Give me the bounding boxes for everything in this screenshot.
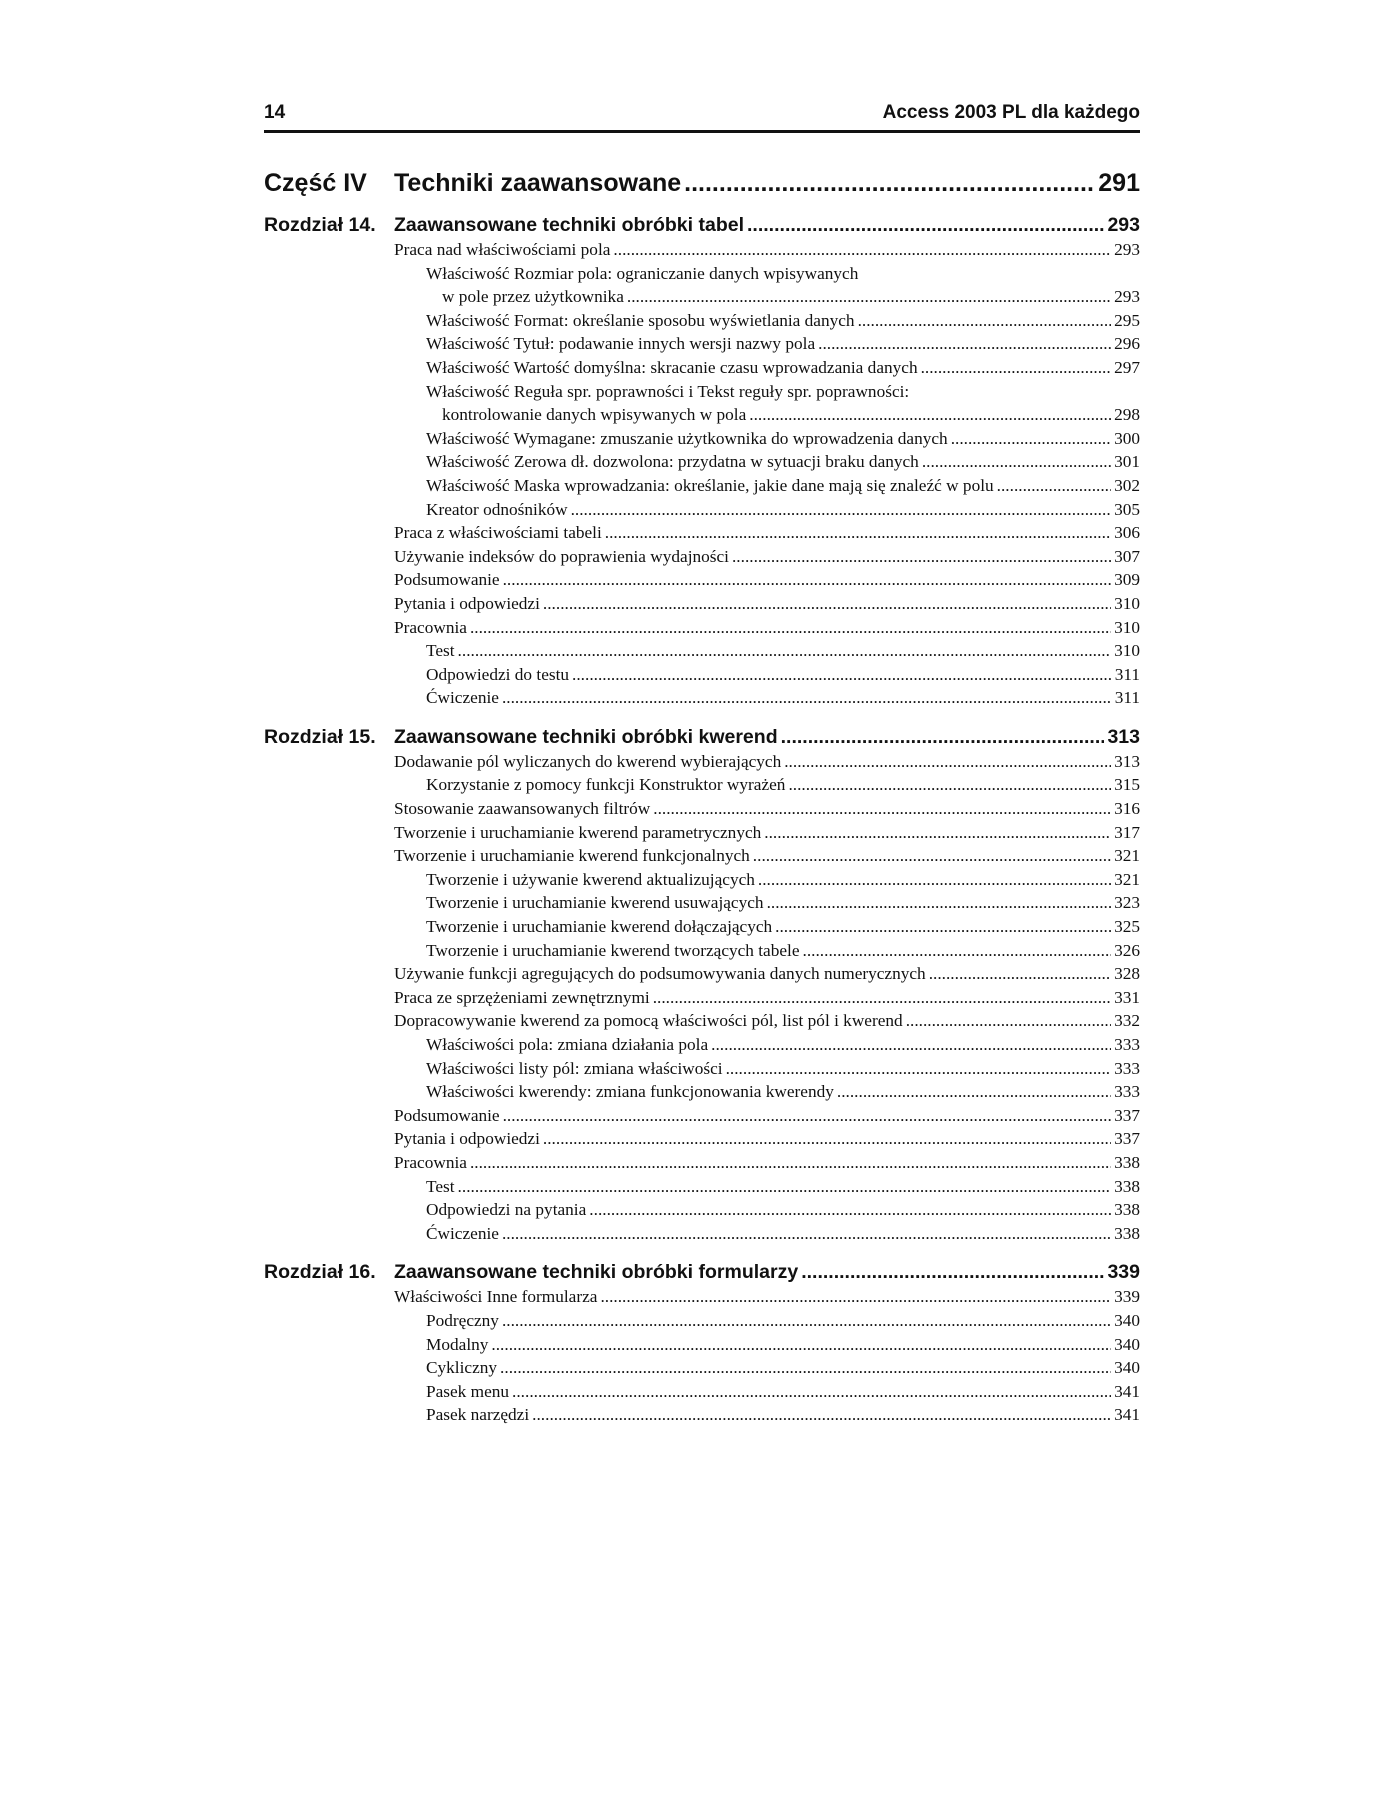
toc-entry[interactable]	[264, 238, 1140, 262]
chapter-page: 313	[1107, 725, 1140, 748]
toc-entry-text: Ćwiczenie	[426, 1223, 499, 1243]
leader-dots	[753, 844, 1111, 868]
toc-entry[interactable]	[264, 498, 1140, 522]
toc-entry[interactable]	[264, 750, 1140, 774]
toc-entry-page: 339	[1114, 1287, 1140, 1307]
leader-dots	[788, 773, 1111, 797]
leader-dots	[532, 1403, 1111, 1427]
leader-dots	[503, 568, 1111, 592]
leader-dots	[572, 663, 1112, 687]
leader-dots	[858, 309, 1112, 333]
chapter-number: Rozdział 14.	[264, 214, 376, 236]
leader-dots	[951, 427, 1111, 451]
toc-entry-text: Właściwość Rozmiar pola: ograniczanie danych wpisywanych	[426, 263, 859, 283]
toc-entry-text: Pasek narzędzi	[426, 1405, 530, 1425]
toc-entry[interactable]	[264, 1309, 1140, 1333]
leader-dots	[684, 169, 1095, 198]
toc-entry-page: 323	[1114, 893, 1140, 913]
toc-entry[interactable]	[264, 1104, 1140, 1128]
toc-entry-text: Właściwość Wymagane: zmuszanie użytkownika do wprowadzenia danych	[426, 428, 948, 448]
toc-entry[interactable]	[264, 1380, 1140, 1404]
toc-entry-page: 298	[1114, 405, 1140, 425]
leader-dots	[500, 1356, 1111, 1380]
toc-entry[interactable]	[264, 939, 1140, 963]
toc-entry[interactable]	[264, 356, 1140, 380]
toc-entry[interactable]	[264, 592, 1140, 616]
toc-entry-page: 338	[1114, 1200, 1140, 1220]
toc-entry[interactable]	[264, 1356, 1140, 1380]
toc-entry-page: 338	[1114, 1176, 1140, 1196]
toc-entry[interactable]	[264, 427, 1140, 451]
part-title: Techniki zaawansowane	[394, 169, 682, 197]
toc-entry-page: 295	[1114, 310, 1140, 330]
leader-dots	[543, 1127, 1111, 1151]
toc-entry[interactable]	[264, 844, 1140, 868]
toc-entry[interactable]	[264, 568, 1140, 592]
chapter-number: Rozdział 15.	[264, 725, 376, 748]
toc-page	[264, 96, 1140, 1427]
toc-entry-list	[264, 750, 1140, 1245]
toc-entry[interactable]	[264, 821, 1140, 845]
toc-entry-text: Tworzenie i używanie kwerend aktualizujących	[426, 869, 755, 889]
toc-entry-page: 313	[1114, 751, 1140, 771]
toc-entry-text: Korzystanie z pomocy funkcji Konstruktor wyrażeń	[426, 775, 786, 795]
chapter-heading[interactable]	[264, 1259, 1140, 1285]
toc-entry[interactable]	[264, 868, 1140, 892]
toc-entry-page: 338	[1114, 1152, 1140, 1172]
leader-dots	[767, 891, 1112, 915]
toc-entry-page: 321	[1114, 846, 1140, 866]
toc-entry-text: Właściwość Format: określanie sposobu wyświetlania danych	[426, 310, 855, 330]
book-title: Access 2003 PL dla każdego	[882, 102, 1140, 123]
leader-dots	[502, 686, 1112, 710]
toc-entry[interactable]	[264, 450, 1140, 474]
toc-entry[interactable]	[264, 1285, 1140, 1309]
leader-dots	[758, 868, 1111, 892]
toc-entry[interactable]	[264, 1198, 1140, 1222]
part-heading[interactable]	[264, 169, 1140, 198]
toc-entry[interactable]	[264, 1009, 1140, 1033]
toc-entry-text: Dopracowywanie kwerend za pomocą właściwości pól, list pól i kwerend	[394, 1011, 903, 1031]
toc-entry-list	[264, 238, 1140, 710]
chapter-title: Zaawansowane techniki obróbki formularzy	[394, 1261, 799, 1284]
leader-dots	[458, 1175, 1112, 1199]
toc-entry-page: 293	[1114, 287, 1140, 307]
toc-entry-text: Pytania i odpowiedzi	[394, 1129, 540, 1149]
toc-entry[interactable]	[264, 616, 1140, 640]
toc-entry-page: 333	[1114, 1082, 1140, 1102]
toc-entry[interactable]	[264, 1222, 1140, 1246]
part-number: Część IV	[264, 169, 367, 197]
toc-entry-text: Test	[426, 1176, 455, 1196]
chapter-heading[interactable]	[264, 212, 1140, 238]
leader-dots	[929, 962, 1111, 986]
toc-entry-text: Podsumowanie	[394, 1105, 500, 1125]
toc-entry-text: Używanie funkcji agregujących do podsumowywania danych numerycznych	[394, 964, 926, 984]
toc-entry[interactable]	[264, 380, 1140, 404]
chapter-title: Zaawansowane techniki obróbki tabel	[394, 214, 745, 236]
toc-entry-page: 315	[1114, 775, 1140, 795]
toc-entry-text: Dodawanie pól wyliczanych do kwerend wybierających	[394, 751, 782, 771]
leader-dots	[613, 238, 1111, 262]
toc-entry[interactable]	[264, 309, 1140, 333]
toc-entry-text: Praca z właściwościami tabeli	[394, 523, 602, 543]
toc-entry-page: 300	[1114, 428, 1140, 448]
toc-entry-page: 316	[1114, 799, 1140, 819]
toc-entry-page: 325	[1114, 917, 1140, 937]
toc-entry-page: 310	[1114, 641, 1140, 661]
leader-dots	[711, 1033, 1111, 1057]
toc-entry[interactable]	[264, 773, 1140, 797]
toc-entry-page: 311	[1114, 664, 1140, 684]
toc-entry-page: 310	[1114, 593, 1140, 613]
toc-entry-text: Stosowanie zaawansowanych filtrów	[394, 799, 651, 819]
toc-entry-page: 296	[1114, 334, 1140, 354]
toc-entry-text: Właściwości kwerendy: zmiana funkcjonowania kwerendy	[426, 1082, 834, 1102]
toc-entry-text: Właściwość Wartość domyślna: skracanie czasu wprowadzania danych	[426, 357, 918, 377]
toc-entry-text: Właściwości pola: zmiana działania pola	[426, 1035, 709, 1054]
toc-entry-text: Pasek menu	[426, 1381, 510, 1401]
toc-entry[interactable]	[264, 1333, 1140, 1357]
leader-dots	[502, 1309, 1111, 1333]
toc-entry-text: Tworzenie i uruchamianie kwerend dołączających	[426, 917, 773, 937]
toc-entry-page: 337	[1114, 1129, 1140, 1149]
leader-dots	[803, 939, 1112, 963]
leader-dots	[922, 450, 1111, 474]
toc-entry[interactable]	[264, 891, 1140, 915]
toc-entry-text: Cykliczny	[426, 1358, 498, 1378]
running-head	[264, 96, 1140, 133]
toc-entry[interactable]	[264, 663, 1140, 687]
toc-entry-text: Tworzenie i uruchamianie kwerend funkcjonalnych	[394, 846, 750, 866]
toc-entry-text: Właściwości listy pól: zmiana właściwości	[426, 1058, 723, 1078]
toc-entry-text: Podsumowanie	[394, 570, 500, 590]
toc-entry[interactable]	[264, 986, 1140, 1010]
toc-entry[interactable]	[264, 915, 1140, 939]
toc-entry-page: 302	[1114, 475, 1140, 495]
chapter-page: 339	[1107, 1261, 1140, 1284]
toc-entry-text: kontrolowanie danych wpisywanych w pola	[442, 405, 747, 425]
toc-entry-text: w pole przez użytkownika	[442, 287, 624, 307]
leader-dots	[627, 285, 1111, 309]
toc-entry-page: 332	[1114, 1011, 1140, 1031]
toc-entry-page: 297	[1114, 357, 1140, 377]
toc-entry-text: Właściwość Maska wprowadzania: określanie, jakie dane mają się znaleźć w polu	[426, 475, 994, 495]
leader-dots	[906, 1009, 1111, 1033]
leader-dots	[749, 403, 1111, 427]
toc-entry-page: 340	[1114, 1334, 1140, 1354]
chapter-list	[264, 212, 1140, 1427]
leader-dots	[747, 212, 1104, 238]
toc-entry[interactable]	[264, 1033, 1140, 1057]
chapter-number: Rozdział 16.	[264, 1261, 376, 1284]
chapter-page: 293	[1107, 214, 1140, 236]
toc-entry-text: Właściwości Inne formularza	[394, 1287, 598, 1307]
toc-entry-page: 333	[1114, 1058, 1140, 1078]
leader-dots	[653, 797, 1111, 821]
toc-entry-text: Tworzenie i uruchamianie kwerend usuwających	[426, 893, 764, 913]
leader-dots	[921, 356, 1112, 380]
leader-dots	[818, 332, 1111, 356]
toc-entry-page: 306	[1114, 523, 1140, 543]
chapter-heading[interactable]	[264, 724, 1140, 750]
toc-entry-page: 333	[1114, 1035, 1140, 1054]
toc-entry[interactable]	[264, 1175, 1140, 1199]
toc-entry-page: 317	[1114, 822, 1140, 842]
toc-entry-page: 309	[1114, 570, 1140, 590]
toc-entry[interactable]	[264, 332, 1140, 356]
toc-entry-text: Praca nad właściwościami pola	[394, 240, 611, 259]
toc-entry-text: Używanie indeksów do poprawienia wydajności	[394, 546, 729, 566]
toc-entry-text: Pracownia	[394, 617, 467, 637]
leader-dots	[470, 616, 1111, 640]
toc-entry-text: Właściwość Reguła spr. poprawności i Tekst reguły spr. poprawności:	[426, 381, 910, 401]
toc-entry[interactable]	[264, 545, 1140, 569]
chapter-title: Zaawansowane techniki obróbki kwerend	[394, 725, 778, 748]
toc-entry-continuation[interactable]	[264, 285, 1140, 309]
toc-entry-page: 341	[1114, 1405, 1140, 1425]
leader-dots	[543, 592, 1111, 616]
toc-entry-text: Pytania i odpowiedzi	[394, 593, 540, 613]
toc-entry-text: Pracownia	[394, 1152, 467, 1172]
leader-dots	[775, 915, 1111, 939]
leader-dots	[726, 1057, 1111, 1081]
leader-dots	[458, 639, 1112, 663]
leader-dots	[502, 1222, 1111, 1246]
toc-entry-page: 338	[1114, 1223, 1140, 1243]
leader-dots	[589, 1198, 1111, 1222]
leader-dots	[605, 521, 1111, 545]
toc-entry[interactable]	[264, 1057, 1140, 1081]
toc-entry-page: 340	[1114, 1310, 1140, 1330]
toc-entry-text: Właściwość Tytuł: podawanie innych wersji nazwy pola	[426, 334, 816, 354]
leader-dots	[781, 724, 1105, 750]
toc-entry[interactable]	[264, 1127, 1140, 1151]
toc-entry-page: 321	[1114, 869, 1140, 889]
leader-dots	[503, 1104, 1111, 1128]
leader-dots	[491, 1333, 1111, 1357]
toc-entry-text: Test	[426, 641, 455, 661]
leader-dots	[512, 1380, 1111, 1404]
toc-entry-page: 305	[1114, 499, 1140, 519]
toc-entry[interactable]	[264, 474, 1140, 498]
toc-entry-list	[264, 1285, 1140, 1427]
leader-dots	[653, 986, 1111, 1010]
toc-entry-page: 311	[1114, 688, 1140, 708]
toc-entry-page: 328	[1114, 964, 1140, 984]
toc-entry[interactable]	[264, 686, 1140, 710]
toc-entry[interactable]	[264, 1151, 1140, 1175]
toc-entry-text: Odpowiedzi na pytania	[426, 1200, 587, 1220]
toc-entry[interactable]	[264, 262, 1140, 286]
toc-entry-text: Praca ze sprzężeniami zewnętrznymi	[394, 987, 650, 1007]
leader-dots	[997, 474, 1111, 498]
toc-entry-text: Odpowiedzi do testu	[426, 664, 570, 684]
leader-dots	[801, 1259, 1104, 1285]
toc-entry-page: 310	[1114, 617, 1140, 637]
toc-entry-page: 331	[1114, 987, 1140, 1007]
toc-entry[interactable]	[264, 1403, 1140, 1427]
toc-entry-page: 326	[1114, 940, 1140, 960]
toc-entry-page: 337	[1114, 1105, 1140, 1125]
leader-dots	[600, 1285, 1111, 1309]
toc-entry-page: 307	[1114, 546, 1140, 566]
toc-entry[interactable]	[264, 521, 1140, 545]
leader-dots	[764, 821, 1111, 845]
toc-entry[interactable]	[264, 797, 1140, 821]
toc-entry-text: Podręczny	[426, 1310, 499, 1330]
toc-entry-text: Ćwiczenie	[426, 688, 499, 708]
toc-entry-page: 301	[1114, 452, 1140, 472]
toc-entry-text: Kreator odnośników	[426, 499, 568, 519]
toc-entry-text: Tworzenie i uruchamianie kwerend parametrycznych	[394, 822, 762, 842]
leader-dots	[837, 1080, 1111, 1104]
page-number: 14	[264, 102, 286, 123]
part-page: 291	[1098, 169, 1140, 197]
leader-dots	[784, 750, 1111, 774]
toc-entry[interactable]	[264, 962, 1140, 986]
toc-entry-page: 293	[1114, 240, 1140, 259]
toc-entry-page: 341	[1114, 1381, 1140, 1401]
toc-entry-continuation[interactable]	[264, 403, 1140, 427]
toc-entry-text: Właściwość Zerowa dł. dozwolona: przydatna w sytuacji braku danych	[426, 452, 919, 472]
leader-dots	[470, 1151, 1111, 1175]
leader-dots	[571, 498, 1111, 522]
leader-dots	[732, 545, 1111, 569]
toc-entry-text: Tworzenie i uruchamianie kwerend tworzących tabele	[426, 940, 800, 960]
toc-entry[interactable]	[264, 1080, 1140, 1104]
toc-entry-page: 340	[1114, 1358, 1140, 1378]
toc-entry-text: Modalny	[426, 1334, 489, 1354]
toc-entry[interactable]	[264, 639, 1140, 663]
